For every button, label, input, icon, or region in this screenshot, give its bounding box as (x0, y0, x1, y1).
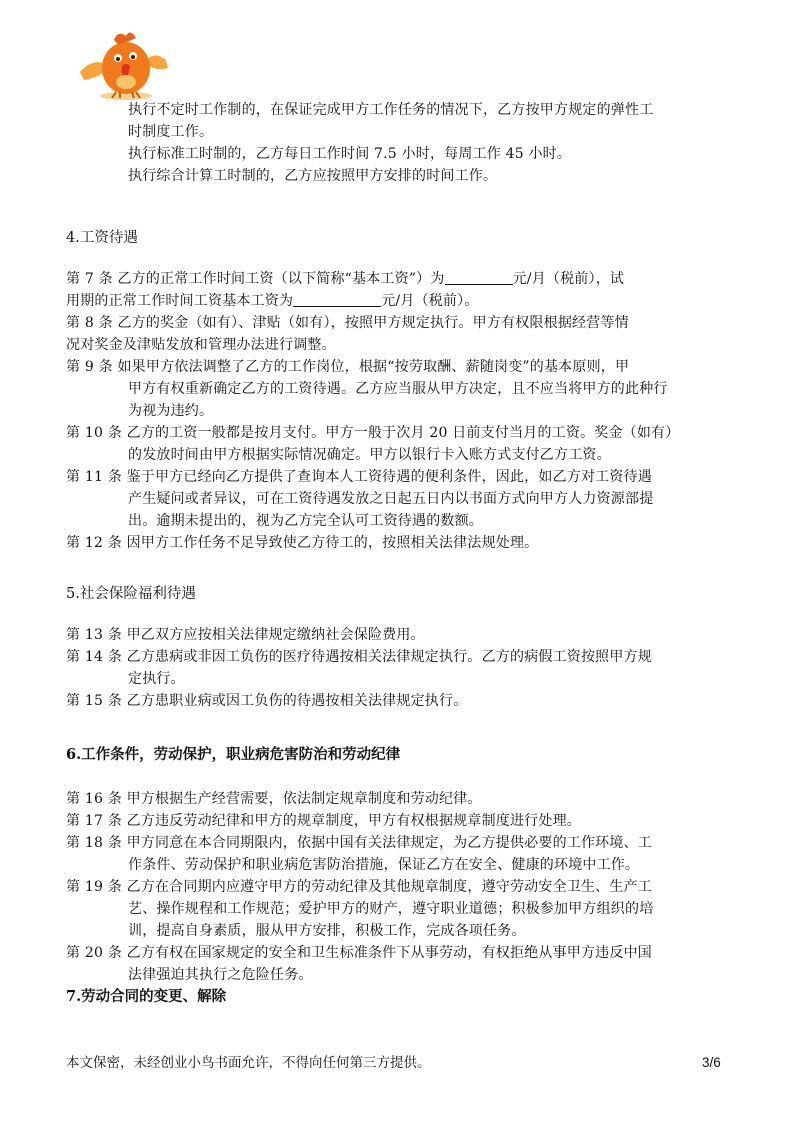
article-19-line-2: 艺、操作规程和工作规范；爱护甲方的财产，遵守职业道德；积极参加甲方组织的培 (128, 901, 654, 917)
article-7-text-post: 元/月（税前），试 (512, 271, 625, 287)
article-9-line-1: 第 9 条 如果甲方依法调整了乙方的工作岗位，根据“按劳取酬、薪随岗变”的基本原则，甲 (66, 359, 630, 375)
article-18-line-1: 第 18 条 甲方同意在本合同期限内，依据中国有关法律规定，为乙方提供必要的工作环境、工 (66, 835, 652, 851)
article-9-line-2: 甲方有权重新确定乙方的工资待遇。乙方应当服从甲方决定，且不应当将甲方的此种行 (128, 381, 668, 397)
bird-logo-icon (70, 26, 174, 104)
article-12-line-1: 第 12 条 因甲方工作任务不足导致使乙方待工的，按照相关法律法规处理。 (66, 535, 539, 551)
article-10-line-2: 的发放时间由甲方根据实际情况确定。甲方以银行卡入账方式支付乙方工资。 (128, 447, 611, 463)
article-11-line-2: 产生疑问或者异议，可在工资待遇发放之日起五日内以书面方式向甲方人力资源部提 (128, 491, 654, 507)
article-10-line-1: 第 10 条 乙方的工资一般都是按月支付。甲方一般于次月 20 日前支付当月的工资。奖金（如有） (66, 425, 680, 441)
article-20-line-2: 法律强迫其执行之危险任务。 (128, 967, 313, 983)
article-8-line-2: 况对奖金及津贴发放和管理办法进行调整。 (66, 337, 336, 353)
section-heading-4: 4.工资待遇 (66, 230, 138, 246)
paragraph-line: 执行综合计算工时制的，乙方应按照甲方安排的时间工作。 (128, 168, 498, 184)
article-14-line-2: 定执行。 (128, 671, 185, 687)
article-15-line-1: 第 15 条 乙方患职业病或因工负伤的待遇按相关法律规定执行。 (66, 693, 468, 709)
article-7-text-2: 用期的正常工作时间工资基本工资为 (66, 293, 294, 309)
article-11-line-3: 出。逾期未提出的，视为乙方完全认可工资待遇的数额。 (128, 513, 483, 529)
article-7-line-2 (66, 292, 479, 310)
article-17-line-1: 第 17 条 乙方违反劳动纪律和甲方的规章制度，甲方有权根据规章制度进行处理。 (66, 813, 581, 829)
footer-page-number: 3/6 (702, 1055, 721, 1070)
article-13-line-1: 第 13 条 甲乙双方应按相关法律规定缴纳社会保险费用。 (66, 627, 425, 643)
paragraph-line: 执行标准工时制的，乙方每日工作时间 7.5 小时，每周工作 45 小时。 (128, 146, 572, 162)
section-heading-6: 6.工作条件，劳动保护，职业病危害防治和劳动纪律 (66, 746, 401, 763)
article-9-line-3: 为视为违约。 (128, 403, 214, 419)
article-19-line-3: 训，提高自身素质，服从甲方安排，积极工作，完成各项任务。 (128, 923, 526, 939)
article-7-line-1 (66, 270, 624, 288)
article-7-text-2-post: 元/月（税前）。 (381, 293, 479, 309)
article-14-line-1: 第 14 条 乙方患病或非因工负伤的医疗待遇按相关法律规定执行。乙方的病假工资按照甲方规 (66, 649, 652, 665)
article-16-line-1: 第 16 条 甲方根据生产经营需要，依法制定规章制度和劳动纪律。 (66, 791, 482, 807)
paragraph-line: 时制度工作。 (128, 124, 214, 140)
article-18-line-2: 作条件、劳动保护和职业病危害防治措施，保证乙方在安全、健康的环境中工作。 (128, 857, 640, 873)
article-11-line-1: 第 11 条 鉴于甲方已经向乙方提供了查询本人工资待遇的便利条件，因此，如乙方对工资待遇 (66, 469, 652, 485)
section-heading-7: 7.劳动合同的变更、解除 (66, 988, 227, 1005)
article-8-line-1: 第 8 条 乙方的奖金（如有）、津贴（如有），按照甲方规定执行。甲方有权限根据经营等情 (66, 315, 629, 331)
article-20-line-1: 第 20 条 乙方有权在国家规定的安全和卫生标准条件下从事劳动，有权拒绝从事甲方违反中国 (66, 945, 652, 961)
probation-salary-blank-field[interactable] (293, 293, 381, 307)
footer-confidential-notice: 本文保密，未经创业小鸟书面允许，不得向任何第三方提供。 (66, 1055, 431, 1070)
article-7-text: 第 7 条 乙方的正常工作时间工资（以下简称“基本工资”）为 (66, 271, 445, 287)
paragraph-line: 执行不定时工作制的，在保证完成甲方工作任务的情况下，乙方按甲方规定的弹性工 (128, 102, 654, 118)
article-19-line-1: 第 19 条 乙方在合同期内应遵守甲方的劳动纪律及其他规章制度，遵守劳动安全卫生、生产工 (66, 879, 652, 895)
section-heading-5: 5.社会保险福利待遇 (66, 586, 196, 602)
salary-blank-field[interactable] (445, 271, 513, 285)
